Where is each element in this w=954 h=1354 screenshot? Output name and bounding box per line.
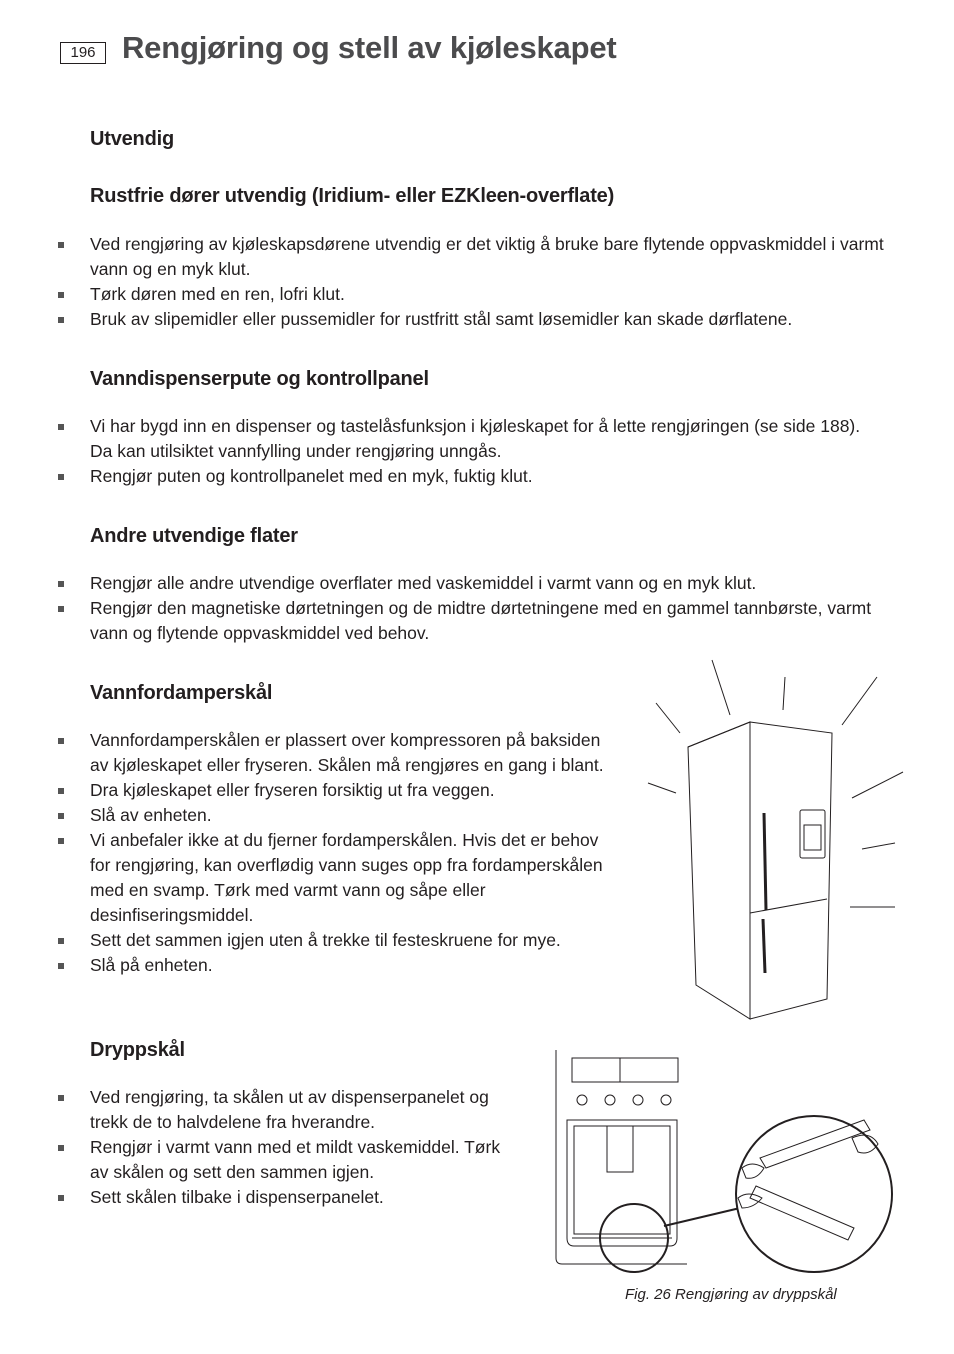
list-item: Slå på enheten. (0, 953, 608, 978)
section-heading-other: Andre utvendige flater (90, 525, 298, 547)
stainless-list (0, 232, 900, 332)
list-item: Bruk av slipemidler eller pussemidler for rustfritt stål samt løsemidler kan skade dørflatene. (0, 307, 900, 332)
section-heading-stainless: Rustfrie dører utvendig (Iridium- eller EZKleen-overflate) (90, 185, 615, 207)
evaporator-list (0, 728, 608, 978)
list-item: Sett det sammen igjen uten å trekke til festeskruene for mye. (0, 928, 608, 953)
section-heading-dispenser: Vanndispenserpute og kontrollpanel (90, 368, 429, 390)
list-item: Sett skålen tilbake i dispenserpanelet. (0, 1185, 515, 1210)
drip-tray-illustration (552, 1048, 897, 1280)
page-number: 196 (60, 42, 106, 64)
section-heading-drip: Dryppskål (90, 1039, 185, 1061)
list-item: Rengjør alle andre utvendige overflater med vaskemiddel i varmt vann og en myk klut. (0, 571, 885, 596)
list-item: Rengjør den magnetiske dørtetningen og de midtre dørtetningene med en gammel tannbørste, varmt vann og flytende oppvaskmiddel ved behov. (0, 596, 885, 646)
page-title: Rengjøring og stell av kjøleskapet (122, 30, 617, 65)
refrigerator-illustration (640, 655, 910, 1025)
list-item: Slå av enheten. (0, 803, 608, 828)
figure-caption: Fig. 26 Rengjøring av dryppskål (625, 1286, 837, 1303)
list-item: Rengjør i varmt vann med et mildt vaskemiddel. Tørk av skålen og sett den sammen igjen. (0, 1135, 515, 1185)
list-item: Vi anbefaler ikke at du fjerner fordamperskålen. Hvis det er behov for rengjøring, kan overflødig vann suges opp fra fordamperskålen med en svamp. Tørk med varmt vann og såpe eller desinfiseringsmiddel. (0, 828, 608, 928)
list-item: Tørk døren med en ren, lofri klut. (0, 282, 900, 307)
list-item: Dra kjøleskapet eller fryseren forsiktig ut fra veggen. (0, 778, 608, 803)
list-item: Ved rengjøring, ta skålen ut av dispenserpanelet og trekk de to halvdelene fra hverandre. (0, 1085, 515, 1135)
list-item: Vi har bygd inn en dispenser og tastelåsfunksjon i kjøleskapet for å lette rengjøringen (se side 188). Da kan utilsiktet vannfylling under rengjøring unngås. (0, 414, 870, 464)
section-heading-evaporator: Vannfordamperskål (90, 682, 273, 704)
list-item: Vannfordamperskålen er plassert over kompressoren på baksiden av kjøleskapet eller fryseren. Skålen må rengjøres en gang i blant. (0, 728, 608, 778)
section-heading-exterior: Utvendig (90, 128, 174, 150)
other-list (0, 571, 885, 646)
list-item: Ved rengjøring av kjøleskapsdørene utvendig er det viktig å bruke bare flytende oppvaskmiddel i varmt vann og en myk klut. (0, 232, 900, 282)
drip-list (0, 1085, 515, 1210)
list-item: Rengjør puten og kontrollpanelet med en myk, fuktig klut. (0, 464, 870, 489)
dispenser-list (0, 414, 870, 489)
